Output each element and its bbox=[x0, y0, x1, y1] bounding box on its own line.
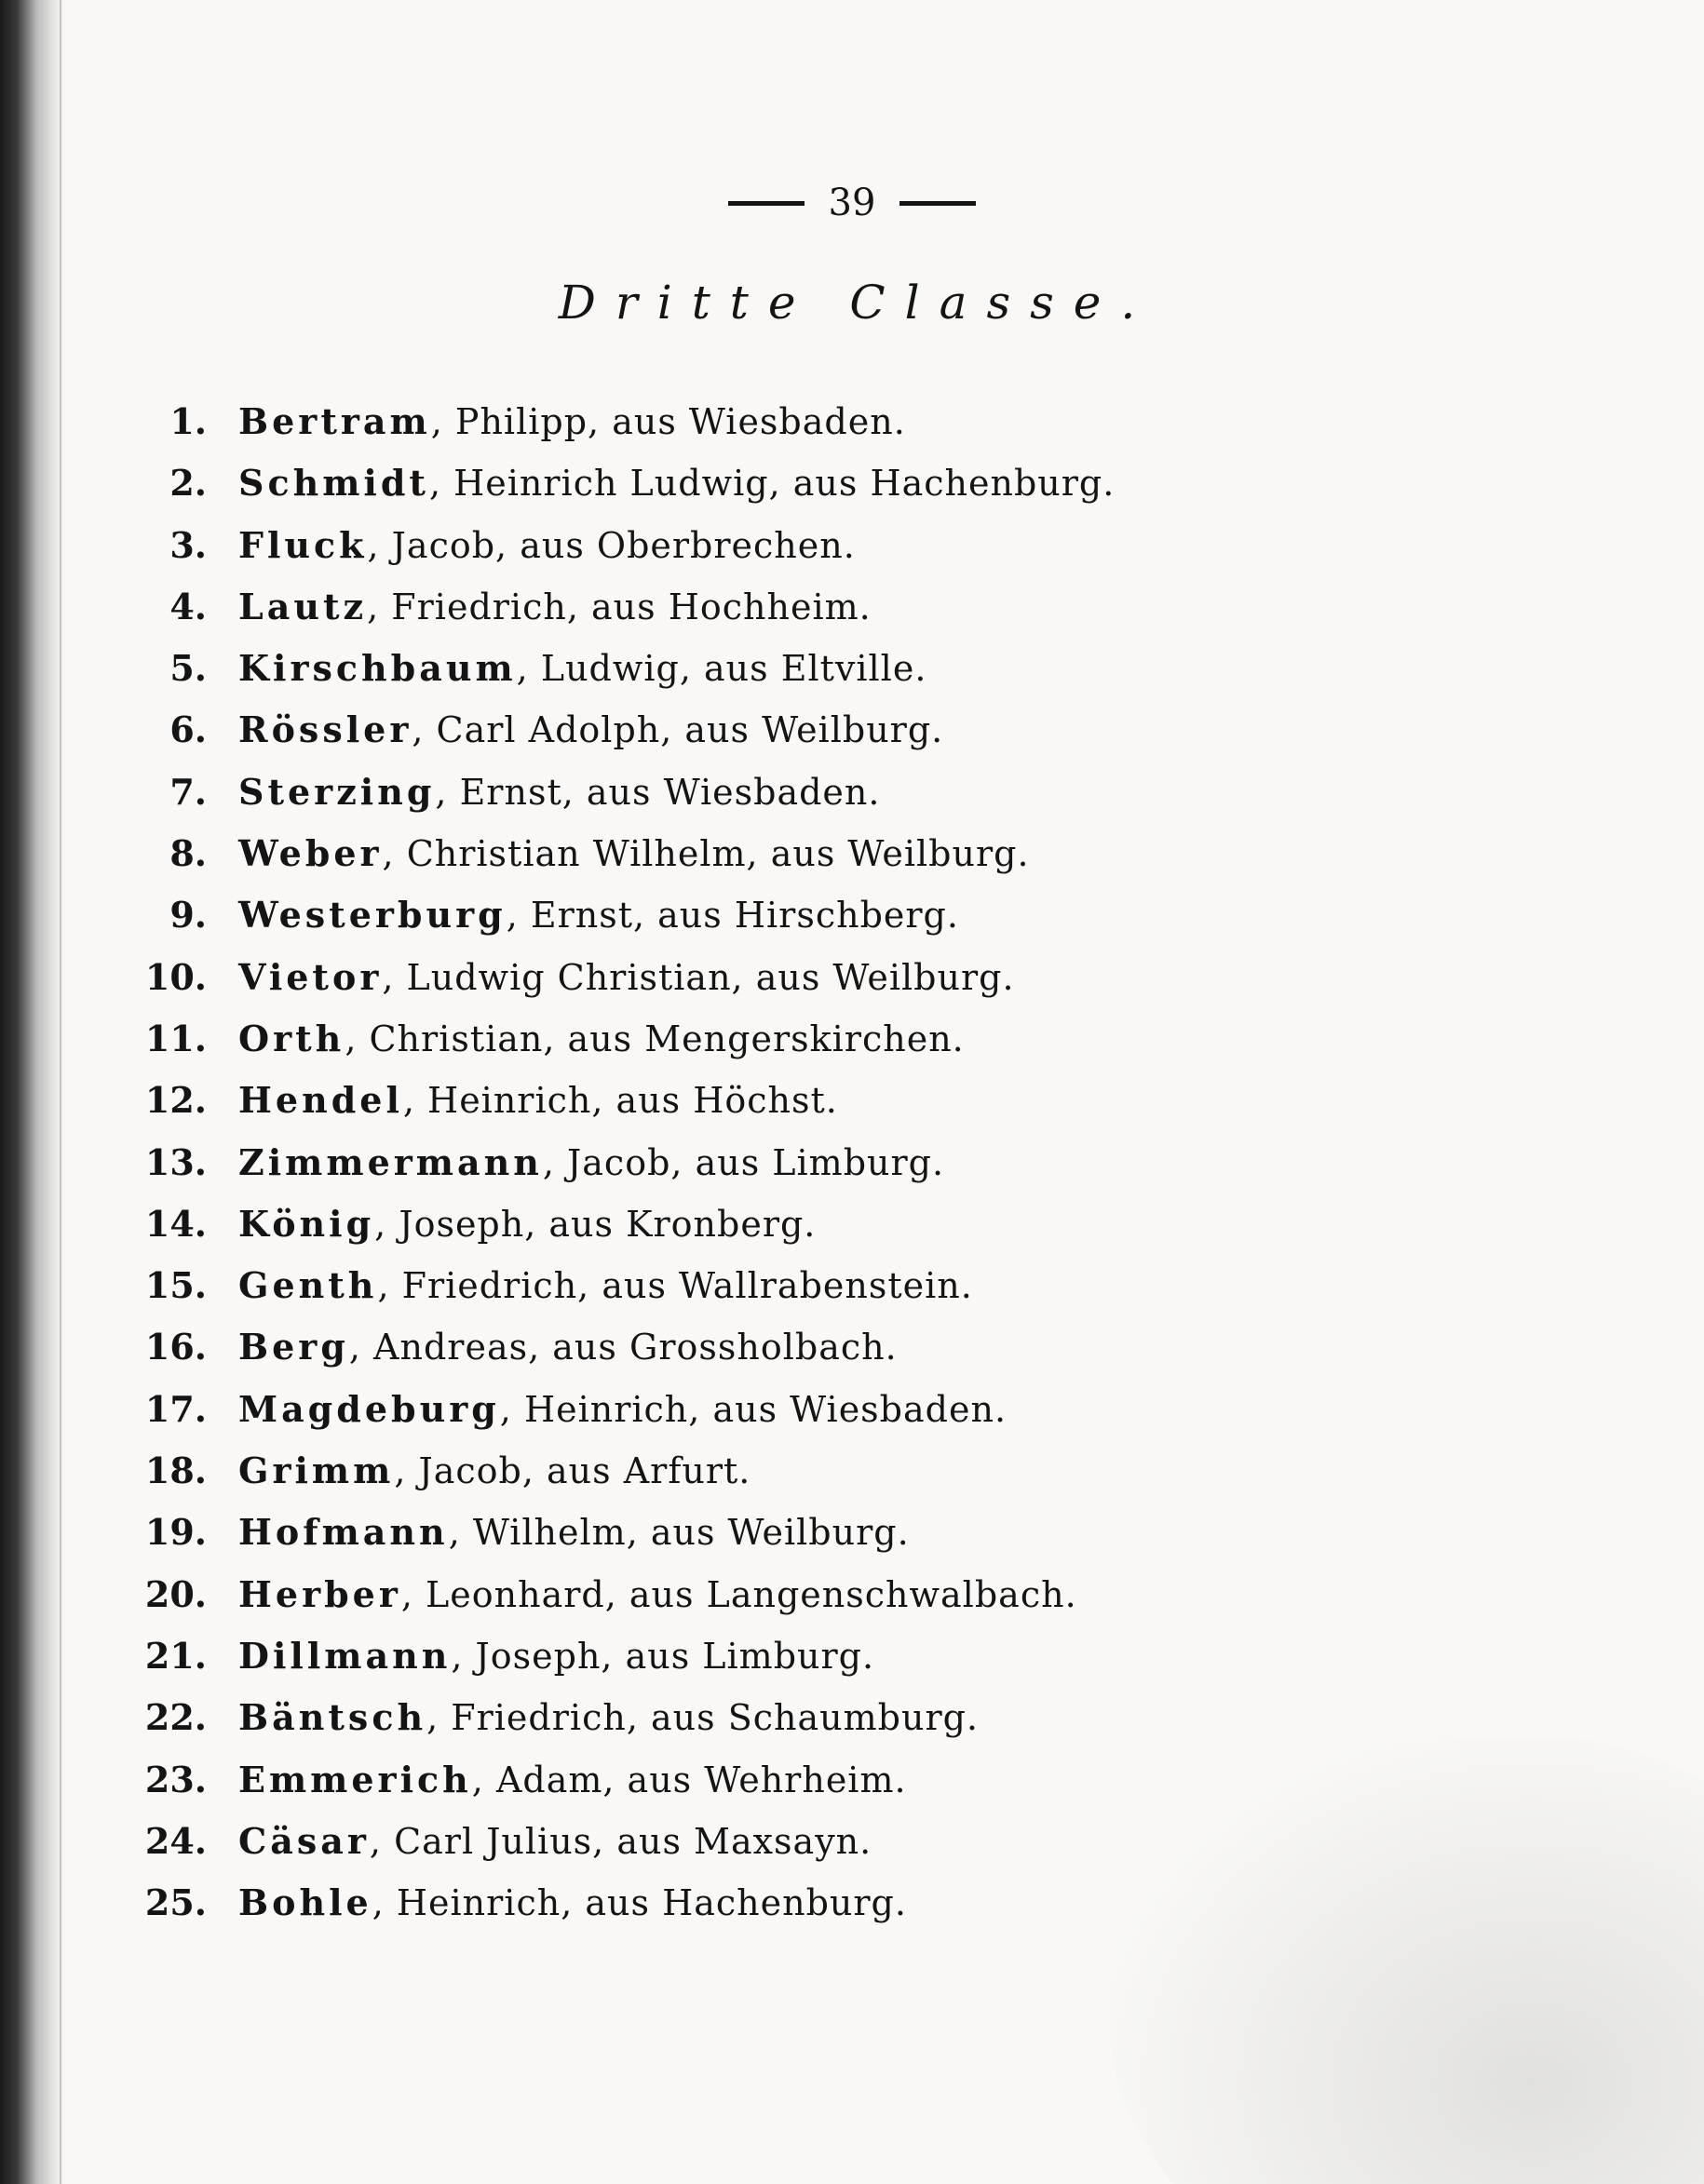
section-heading: Dritte Classe. bbox=[558, 276, 1156, 330]
entry-surname: Kirschbaum bbox=[238, 647, 517, 690]
entry-details: , Christian, aus Mengerskirchen. bbox=[345, 1018, 965, 1059]
entry-details: , Joseph, aus Limburg. bbox=[451, 1635, 875, 1677]
entry-surname: Fluck bbox=[238, 523, 368, 566]
list-item bbox=[130, 1193, 1527, 1255]
entry-surname: Sterzing bbox=[238, 770, 436, 813]
list-item bbox=[130, 576, 1527, 638]
entry-surname: Magdeburg bbox=[238, 1387, 500, 1430]
list-item bbox=[130, 1379, 1527, 1440]
entry-number: 23. bbox=[144, 1758, 207, 1800]
list-item bbox=[130, 699, 1527, 761]
entry-surname: Herber bbox=[238, 1572, 401, 1615]
entry-surname: Hofmann bbox=[238, 1511, 449, 1554]
entry-details: , Christian Wilhelm, aus Weilburg. bbox=[382, 833, 1030, 875]
list-item bbox=[130, 1749, 1527, 1811]
entry-number: 13. bbox=[144, 1140, 207, 1183]
entry-details: , Heinrich Ludwig, aus Hachenburg. bbox=[428, 463, 1116, 505]
entry-surname: König bbox=[238, 1202, 375, 1245]
entry-surname: Bertram bbox=[238, 400, 431, 442]
list-item bbox=[130, 391, 1527, 452]
right-dash-rule bbox=[899, 201, 976, 206]
list-item bbox=[130, 1872, 1527, 1934]
entry-number: 8. bbox=[169, 832, 207, 875]
entry-number: 7. bbox=[169, 770, 207, 813]
entry-surname: Vietor bbox=[238, 955, 383, 998]
entry-surname: Cäsar bbox=[238, 1819, 370, 1862]
entry-surname: Berg bbox=[238, 1326, 349, 1368]
list-item bbox=[130, 1070, 1527, 1131]
entry-surname: Dillmann bbox=[238, 1634, 452, 1677]
list-item bbox=[130, 515, 1527, 576]
entry-number: 9. bbox=[169, 894, 207, 937]
entry-number: 21. bbox=[144, 1634, 207, 1677]
entry-details: , Ernst, aus Hirschberg. bbox=[506, 895, 959, 937]
list-item bbox=[130, 638, 1527, 699]
list-item bbox=[130, 1687, 1527, 1748]
entry-details: , Heinrich, aus Höchst. bbox=[402, 1080, 838, 1122]
list-item bbox=[130, 1811, 1527, 1872]
entry-number: 15. bbox=[144, 1264, 207, 1307]
entry-surname: Schmidt bbox=[238, 462, 429, 505]
entry-number: 24. bbox=[144, 1819, 207, 1862]
entry-surname: Orth bbox=[238, 1017, 345, 1059]
entry-number: 10. bbox=[144, 955, 207, 998]
entry-number: 16. bbox=[144, 1326, 207, 1368]
entry-number: 25. bbox=[144, 1881, 207, 1924]
entry-details: , Friedrich, aus Wallrabenstein. bbox=[377, 1265, 973, 1307]
entry-number: 17. bbox=[144, 1387, 207, 1430]
entry-number: 22. bbox=[144, 1696, 207, 1739]
entry-details: , Jacob, aus Arfurt. bbox=[394, 1450, 751, 1492]
entry-number: 19. bbox=[144, 1511, 207, 1554]
entry-surname: Bohle bbox=[238, 1881, 372, 1924]
entry-surname: Lautz bbox=[238, 585, 368, 627]
entry-number: 3. bbox=[169, 523, 207, 566]
entry-number: 2. bbox=[169, 462, 207, 505]
entry-details: , Leonhard, aus Langenschwalbach. bbox=[400, 1573, 1077, 1615]
entry-details: , Carl Julius, aus Maxsayn. bbox=[369, 1820, 872, 1862]
entry-number: 4. bbox=[169, 585, 207, 627]
student-list bbox=[130, 391, 1527, 1934]
list-item bbox=[130, 1132, 1527, 1193]
entry-details: , Jacob, aus Oberbrechen. bbox=[367, 524, 856, 566]
entry-surname: Emmerich bbox=[238, 1758, 472, 1800]
page-number-value: 39 bbox=[828, 182, 876, 224]
list-item bbox=[130, 1008, 1527, 1070]
entry-details: , Heinrich, aus Wiesbaden. bbox=[499, 1388, 1008, 1430]
list-item bbox=[130, 1255, 1527, 1316]
entry-details: , Ludwig Christian, aus Weilburg. bbox=[382, 956, 1015, 998]
entry-number: 12. bbox=[144, 1079, 207, 1122]
page-number bbox=[0, 177, 1704, 226]
entry-surname: Grimm bbox=[238, 1449, 395, 1492]
list-item bbox=[130, 823, 1527, 884]
list-item bbox=[130, 947, 1527, 1008]
list-item bbox=[130, 762, 1527, 823]
entry-details: , Joseph, aus Kronberg. bbox=[374, 1203, 817, 1245]
entry-surname: Hendel bbox=[238, 1079, 403, 1122]
entry-details: , Friedrich, aus Hochheim. bbox=[367, 586, 872, 627]
list-item bbox=[130, 1564, 1527, 1625]
list-item bbox=[130, 1316, 1527, 1378]
entry-surname: Westerburg bbox=[238, 894, 507, 937]
entry-details: , Carl Adolph, aus Weilburg. bbox=[412, 709, 944, 751]
left-dash-rule bbox=[728, 201, 805, 206]
entry-details: , Ernst, aus Wiesbaden. bbox=[435, 771, 881, 813]
list-item bbox=[130, 884, 1527, 946]
list-item bbox=[130, 1440, 1527, 1502]
entry-number: 6. bbox=[169, 708, 207, 751]
entry-details: , Jacob, aus Limburg. bbox=[542, 1141, 945, 1183]
entry-details: , Andreas, aus Grossholbach. bbox=[348, 1327, 898, 1368]
entry-surname: Rössler bbox=[238, 708, 412, 751]
entry-surname: Genth bbox=[238, 1264, 378, 1307]
entry-details: , Philipp, aus Wiesbaden. bbox=[430, 401, 906, 442]
entry-details: , Ludwig, aus Eltville. bbox=[516, 648, 927, 690]
entry-number: 14. bbox=[144, 1202, 207, 1245]
entry-surname: Bäntsch bbox=[238, 1696, 427, 1739]
list-item bbox=[130, 1502, 1527, 1563]
entry-number: 1. bbox=[169, 400, 207, 442]
list-item bbox=[130, 452, 1527, 514]
list-item bbox=[130, 1625, 1527, 1687]
entry-number: 5. bbox=[169, 647, 207, 690]
entry-details: , Adam, aus Wehrheim. bbox=[471, 1759, 907, 1800]
entry-number: 18. bbox=[144, 1449, 207, 1492]
entry-details: , Heinrich, aus Hachenburg. bbox=[372, 1882, 907, 1924]
entry-surname: Zimmermann bbox=[238, 1140, 543, 1183]
entry-number: 11. bbox=[144, 1017, 207, 1059]
entry-details: , Friedrich, aus Schaumburg. bbox=[426, 1697, 980, 1739]
entry-number: 20. bbox=[144, 1572, 207, 1615]
entry-details: , Wilhelm, aus Weilburg. bbox=[448, 1512, 910, 1554]
entry-surname: Weber bbox=[238, 832, 383, 875]
